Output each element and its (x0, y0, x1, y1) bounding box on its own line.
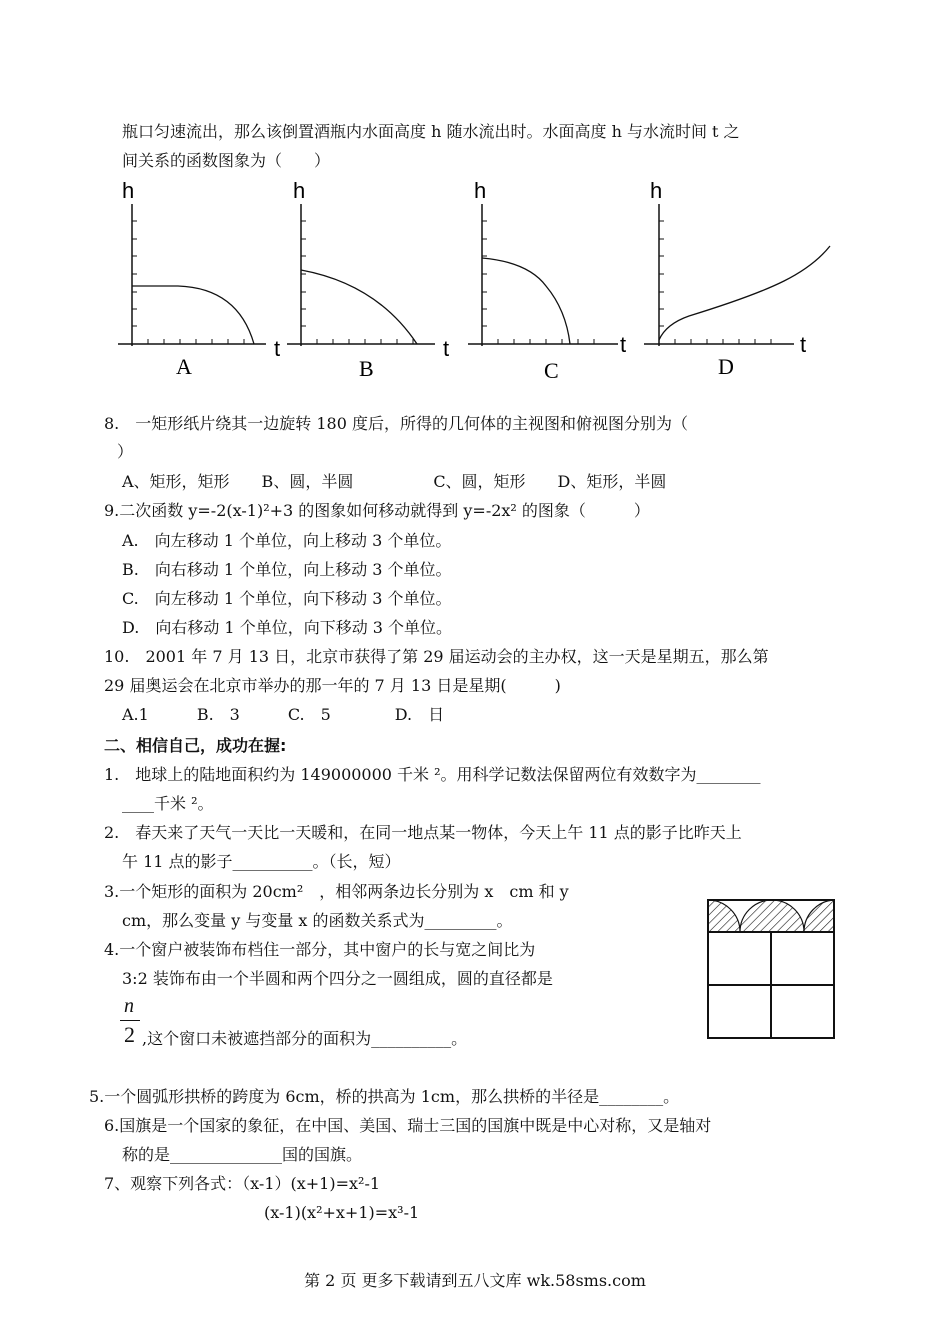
q9-option-b: B. 向右移动 1 个单位，向上移动 3 个单位。 (122, 560, 452, 579)
fill4-line1: 4.一个窗户被装饰布档住一部分，其中窗户的长与宽之间比为 (104, 940, 536, 959)
graph-a-x-label: t (274, 336, 281, 361)
graph-a-curve (132, 286, 254, 344)
fill4-fraction-bar (120, 1020, 140, 1021)
fill5: 5.一个圆弧形拱桥的跨度为 6cm，桥的拱高为 1cm，那么拱桥的半径是________。 (89, 1087, 680, 1106)
q10-line1: 10. 2001 年 7 月 13 日，北京市获得了第 29 届运动会的主办权，这一天是星期五，那么第 (104, 647, 769, 666)
graph-b-option-label: B (359, 356, 374, 381)
page-footer: 第 2 页 更多下载请到五八文库 wk.58sms.com (304, 1271, 646, 1290)
fill2-line2: 午 11 点的影子__________。（长，短） (122, 852, 401, 871)
fill1-line2: ____千米 ²。 (122, 794, 214, 813)
graph-d-y-label: h (650, 178, 663, 203)
q7-line1: 瓶口匀速流出，那么该倒置酒瓶内水面高度 h 随水流出时。水面高度 h 与水流时间 t 之 (122, 122, 740, 141)
semicircle-middle (740, 900, 804, 932)
q10-line2: 29 届奥运会在北京市举办的那一年的 7 月 13 日是星期( ) (104, 676, 561, 695)
graph-c-option-label: C (544, 358, 559, 383)
graph-a-option-label: A (176, 354, 192, 379)
window-diagram (706, 892, 836, 1046)
fill4-fraction-numerator: n (124, 995, 134, 1017)
fill7-line2: (x-1)(x²+x+1)=x³-1 (264, 1203, 420, 1222)
fill3-line2: cm，那么变量 y 与变量 x 的函数关系式为_________。 (122, 911, 513, 930)
section2-heading: 二、相信自己，成功在握: (104, 736, 287, 755)
q8-line2: ） (117, 442, 134, 461)
graph-a (118, 176, 298, 390)
graph-d-x-label: t (800, 332, 807, 357)
graph-d (644, 176, 844, 390)
fill6-line2: 称的是______________国的国旗。 (122, 1145, 363, 1164)
graph-d-option-label: D (718, 354, 734, 379)
q9-option-d: D. 向右移动 1 个单位，向下移动 3 个单位。 (122, 618, 453, 637)
q8-line1: 8. 一矩形纸片绕其一边旋转 180 度后，所得的几何体的主视图和俯视图分别为（ (104, 414, 688, 433)
graph-c (468, 176, 648, 390)
q9-option-c: C. 向左移动 1 个单位，向下移动 3 个单位。 (122, 589, 452, 608)
fill7-line1: 7、观察下列各式：（x-1）(x+1)=x²-1 (104, 1174, 381, 1193)
q9-stem: 9.二次函数 y=-2(x-1)²+3 的图象如何移动就得到 y=-2x² 的图象（ ） (104, 501, 650, 520)
fill4-fraction-denominator: 2 (124, 1022, 135, 1047)
q8-options: A、矩形，矩形 B、圆，半圆 C、圆，矩形 D、矩形，半圆 (122, 472, 667, 491)
quarter-circle-right (804, 900, 834, 932)
graph-a-y-label: h (122, 178, 135, 203)
q7-line2: 间关系的函数图象为（ ） (122, 151, 331, 170)
fill4-line3: ,这个窗口未被遮挡部分的面积为__________。 (142, 1029, 468, 1048)
fill3-line1: 3.一个矩形的面积为 20cm² ，相邻两条边长分别为 x cm 和 y (104, 882, 569, 901)
graph-d-curve (659, 246, 830, 340)
fill2-line1: 2. 春天来了天气一天比一天暖和，在同一地点某一物体，今天上午 11 点的影子比昨天上 (104, 823, 742, 842)
q9-option-a: A. 向左移动 1 个单位，向上移动 3 个单位。 (122, 531, 452, 550)
graph-b-x-label: t (443, 336, 450, 361)
fill4-line2: 3:2 装饰布由一个半圆和两个四分之一圆组成，圆的直径都是 (122, 969, 553, 988)
q10-options: A.1 B. 3 C. 5 D. 日 (122, 705, 445, 724)
graph-c-x-label: t (620, 332, 627, 357)
graph-b-y-label: h (293, 178, 306, 203)
graph-b (287, 176, 467, 390)
graph-c-y-label: h (474, 178, 487, 203)
fill1-line1: 1. 地球上的陆地面积约为 149000000 千米 ²。用科学记数法保留两位有效数字为________ (104, 765, 761, 784)
graph-c-curve (482, 258, 570, 344)
decorative-cloth (708, 900, 834, 932)
fill6-line1: 6.国旗是一个国家的象征，在中国、美国、瑞士三国的国旗中既是中心对称，又是轴对 (104, 1116, 712, 1135)
graph-b-curve (301, 270, 417, 344)
quarter-circle-left (708, 900, 740, 932)
